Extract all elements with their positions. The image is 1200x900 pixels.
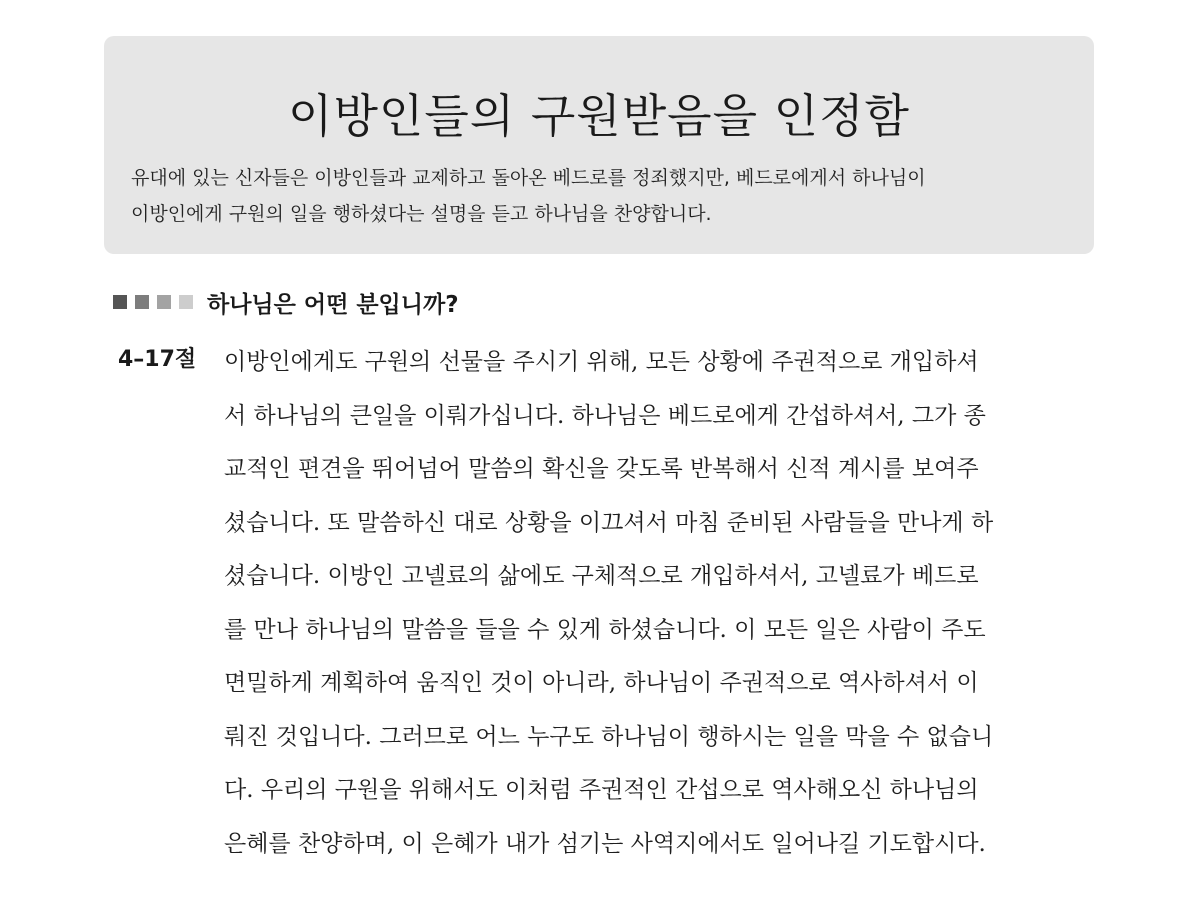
- summary-line: 이방인에게 구원의 일을 행하셨다는 설명을 듣고 하나님을 찬양합니다.: [131, 203, 712, 225]
- body-line: 이방인에게도 구원의 선물을 주시기 위해, 모든 상황에 주권적으로 개입하셔: [224, 349, 979, 375]
- body-line: 서 하나님의 큰일을 이뤄가십니다. 하나님은 베드로에게 간섭하셔서, 그가 종: [224, 402, 986, 429]
- body-line: 뤄진 것입니다. 그러므로 어느 누구도 하나님이 행하시는 일을 막을 수 없습니: [224, 723, 994, 750]
- verse-reference: 4–17절: [118, 347, 197, 372]
- summary-line: 유대에 있는 신자들은 이방인들과 교제하고 돌아온 베드로를 정죄했지만, 베드로에게서 하나님이: [131, 167, 926, 189]
- body-line: 를 만나 하나님의 말씀을 들을 수 있게 하셨습니다. 이 모든 일은 사람이 주도: [224, 616, 986, 643]
- page-title: 이방인들의 구원받음을 인정함: [288, 89, 910, 143]
- square-bullet-icon: [179, 295, 193, 309]
- body-line: 은혜를 찬양하며, 이 은혜가 내가 섬기는 사역지에서도 일어나길 기도합시다.: [224, 830, 986, 857]
- section-heading: [113, 284, 459, 320]
- square-bullet-icon: [157, 295, 171, 309]
- body-paragraph: [224, 336, 1104, 871]
- body-line: 면밀하게 계획하여 움직인 것이 아니라, 하나님이 주권적으로 역사하셔서 이: [224, 670, 979, 696]
- body-line: 셨습니다. 또 말씀하신 대로 상황을 이끄셔서 마침 준비된 사람들을 만나게 하: [224, 509, 994, 536]
- body-line: 교적인 편견을 뛰어넘어 말씀의 확신을 갖도록 반복해서 신적 계시를 보여주: [224, 456, 979, 482]
- square-bullet-icon: [135, 295, 149, 309]
- body-line: 다. 우리의 구원을 위해서도 이처럼 주권적인 간섭으로 역사해오신 하나님의: [224, 777, 979, 803]
- section-title: 하나님은 어떤 분입니까?: [207, 291, 459, 318]
- body-line: 셨습니다. 이방인 고넬료의 삶에도 구체적으로 개입하셔서, 고넬료가 베드로: [224, 563, 979, 589]
- square-bullet-icon: [113, 295, 127, 309]
- summary-paragraph: [131, 160, 1076, 232]
